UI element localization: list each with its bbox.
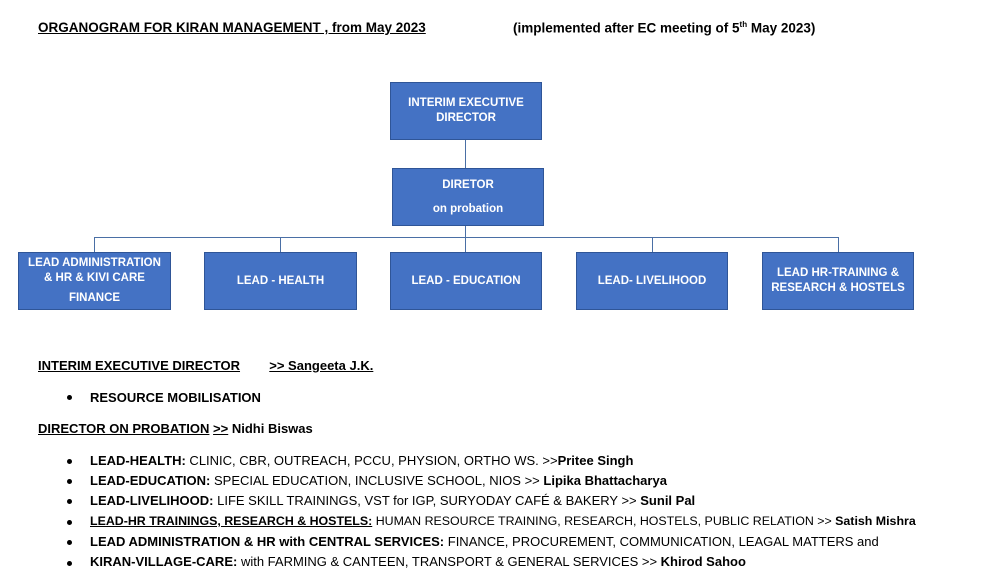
box-interim-executive-director [390,82,542,140]
box-text: LEAD HR-TRAINING & [776,267,900,279]
item-name: Satish Mishra [835,514,916,528]
bullet [67,395,72,400]
list-item [90,534,879,549]
list-item [90,453,633,468]
page-title [38,20,426,35]
box-text: LEAD - EDUCATION [411,274,521,287]
director-name: Nidhi Biswas [228,421,313,436]
item-name: Khirod Sahoo [660,554,746,569]
bullet [67,479,72,484]
ied-heading [38,358,373,373]
list-item [90,493,695,508]
box-lead-livelihood [576,252,728,310]
connector-top-director [465,140,466,168]
connector-lead-2 [280,237,281,252]
connector-director-bus [465,226,466,237]
connector-lead-4 [652,237,653,252]
bullet [67,540,72,545]
box-lead-education [390,252,542,310]
ied-name: >> Sangeeta J.K. [269,358,374,373]
box-text: INTERIM EXECUTIVE [408,97,524,109]
bullet [67,459,72,464]
box-director [392,168,544,226]
item-name: Sunil Pal [640,493,696,508]
item-head: LEAD-HEALTH: [90,453,186,468]
item-head: LEAD-EDUCATION: [90,473,211,488]
box-text: & HR & KIVI CARE [44,272,145,284]
item-body: CLINIC, CBR, OUTREACH, PCCU, PHYSION, ORTHO WS. >> [185,453,558,468]
item-name: Pritee Singh [557,453,634,468]
list-item [90,473,667,488]
box-text: DIRECTOR [436,112,496,124]
item-body: with FARMING & CANTEEN, TRANSPORT & GENERAL SERVICES >> [237,554,661,569]
bullet [67,499,72,504]
connector-horizontal-bus [94,237,839,238]
connector-lead-5 [838,237,839,252]
box-lead-hr-training [762,252,914,310]
bullet [67,561,72,566]
note-sup: th [739,20,748,29]
box-text: LEAD- LIVELIHOOD [597,274,707,287]
director-arrow: >> [213,421,229,436]
item-body: HUMAN RESOURCE TRAINING, RESEARCH, HOSTELS, PUBLIC RELATION >> [372,514,836,528]
ied-item-text: RESOURCE MOBILISATION [90,390,261,405]
item-body: FINANCE, PROCUREMENT, COMMUNICATION, LEAGAL MATTERS and [444,534,879,549]
connector-lead-3 [465,237,466,252]
box-text: RESEARCH & HOSTELS [771,282,905,294]
list-item [90,514,916,528]
ied-label: INTERIM EXECUTIVE DIRECTOR [38,358,241,373]
ied-item [90,390,261,405]
box-text: on probation [432,202,504,215]
item-body: LIFE SKILL TRAININGS, VST for IGP, SURYODAY CAFÉ & BAKERY >> [213,493,641,508]
note-suffix: May 2023) [747,20,816,36]
note-prefix: (implemented after EC meeting of 5 [513,20,740,36]
box-text: FINANCE [68,292,121,304]
box-lead-health [204,252,357,310]
box-text: DIRETOR [442,178,494,191]
list-item [90,554,746,569]
item-head: LEAD-HR TRAININGS, RESEARCH & HOSTELS: [90,514,373,528]
director-label: DIRECTOR ON PROBATION [38,421,210,436]
box-text: LEAD - HEALTH [236,274,325,287]
box-text: LEAD ADMINISTRATION [28,257,161,269]
item-head: LEAD-LIVELIHOOD: [90,493,214,508]
box-lead-administration [18,252,171,310]
item-head: KIRAN-VILLAGE-CARE: [90,554,238,569]
item-head: LEAD ADMINISTRATION & HR with CENTRAL SERVICES: [90,534,445,549]
connector-lead-1 [94,237,95,252]
director-heading [38,421,313,436]
item-body: SPECIAL EDUCATION, INCLUSIVE SCHOOL, NIOS >> [210,473,544,488]
implementation-note [513,20,815,36]
organogram-title: ORGANOGRAM FOR KIRAN MANAGEMENT , from May 2023 [38,20,426,35]
item-name: Lipika Bhattacharya [543,473,667,488]
bullet [67,520,72,525]
